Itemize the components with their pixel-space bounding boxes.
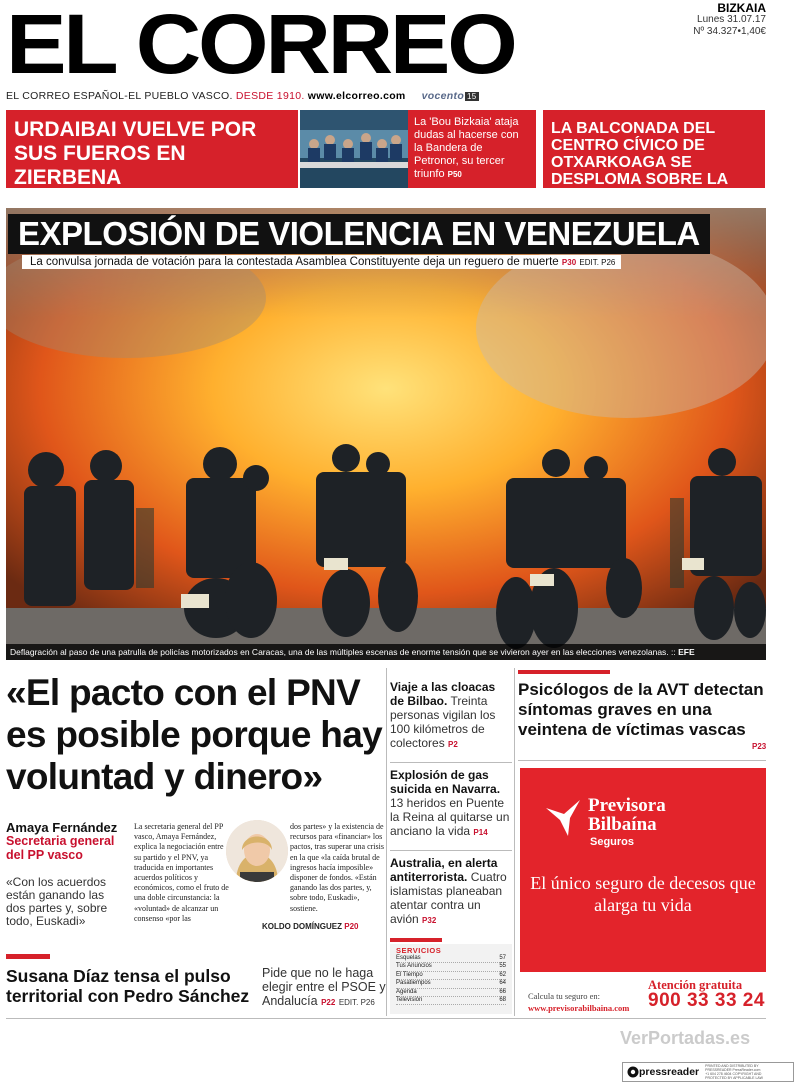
edition-region: BIZKAIA — [717, 1, 766, 15]
column-divider — [386, 668, 387, 1016]
service-name: Tus Anuncios — [396, 963, 432, 970]
byline-page: P20 — [344, 922, 359, 931]
right-divider — [518, 670, 610, 674]
byline-name: KOLDO DOMÍNGUEZ — [262, 922, 342, 931]
service-page: 68 — [499, 997, 506, 1004]
brief-australia[interactable] — [390, 856, 512, 928]
watermark: VerPortadas.es — [620, 1028, 751, 1048]
brief-page: P14 — [473, 828, 488, 837]
interview-byline — [262, 922, 358, 931]
teaser-otxarkoaga[interactable] — [543, 110, 765, 205]
explosion-photo-image — [6, 208, 766, 660]
right-story-page: P23 — [752, 742, 767, 751]
ad-brand-sub: Seguros — [590, 836, 635, 848]
teaser-otxarkoaga-text: LA BALCONADA DEL CENTRO CÍVICO DE OTXARKOAGA SE DESPLOMA SOBRE LA ACERA — [551, 120, 728, 205]
group-logo: vocento — [421, 90, 465, 102]
tagline-since: DESDE 1910. — [235, 90, 305, 102]
ad-call-label: Atención gratuita — [648, 978, 743, 992]
services-divider — [390, 938, 442, 942]
teaser-urdaibai[interactable]: URDAIBAI VUELVE POR SUS FUEROS EN ZIERBENA — [6, 110, 298, 188]
services-row[interactable] — [396, 997, 506, 1005]
ad-tagline: El único seguro de decesos que alarga tu vida — [530, 873, 756, 915]
right-story-headline[interactable]: Psicólogos de la AVT detectan síntomas graves en una veintena de víctimas vascas — [518, 680, 764, 739]
secondary-edit: EDIT. P26 — [338, 998, 375, 1007]
teaser-otxarkoaga-page: P4 — [611, 194, 622, 203]
pressreader-logo-icon — [627, 1066, 639, 1078]
interview-body-col1: La secretaria general del PP vasco, Amaya Fernández, explica la negociación entre su partido y el PNV, ya traducida en importantes acuerdos políticos y económicos, como el fruto de una doble circunstancia: la «voluntad» de alcanzar un consenso «por las — [134, 822, 229, 923]
lead-subhead — [22, 255, 621, 269]
services-title: SERVICIOS — [396, 946, 442, 955]
teaser-bou-bizkaia[interactable] — [408, 110, 536, 188]
teaser-bou-page: P50 — [447, 170, 462, 179]
brief-title: Viaje a las cloacas de Bilbao. — [390, 680, 496, 708]
edition-issue: Nº 34.327•1,40€ — [693, 26, 766, 37]
services-row[interactable] — [396, 980, 506, 988]
services-row[interactable] — [396, 972, 506, 980]
pressreader-fineprint: PRINTED AND DISTRIBUTED BY PRESSREADER PressReader.com +1 604 278 4604 COPYRIGHT AND PROTECTED BY APPLICABLE LAW — [705, 1064, 763, 1080]
ad-phone[interactable]: 900 33 33 24 — [648, 990, 765, 1011]
brief-cloacas[interactable] — [390, 680, 512, 752]
pressreader-label: pressreader — [639, 1066, 700, 1078]
tagline — [6, 90, 479, 102]
lead-credit: EFE — [678, 647, 695, 657]
brief-title: Australia, en alerta antiterrorista. — [390, 856, 498, 884]
lead-headline[interactable]: EXPLOSIÓN DE VIOLENCIA EN VENEZUELA — [8, 214, 710, 254]
lead-page: P30 — [561, 258, 577, 267]
ad-brand-line1: Previsora — [588, 795, 666, 816]
interview-body-col2: dos partes» y la existencia de recursos para «financiar» los pactos, tras superar una crisis en la que «la caída brutal de ingresos hacía imposible» disponer de fondos. «Están ganando las dos partes, y, sobre todo, Euskadi», sostiene. — [290, 822, 384, 913]
ad-brand-line2: Bilbaína — [588, 814, 657, 835]
services-row[interactable] — [396, 955, 506, 963]
column-divider — [514, 668, 515, 1016]
brief-page: P2 — [448, 740, 458, 749]
section-divider — [6, 954, 50, 959]
brief-text: Treinta personas vigilan los 100 kilómetros de colectores — [390, 694, 496, 750]
service-name: Esquelas — [396, 955, 421, 961]
secondary-page: P22 — [321, 998, 336, 1007]
teaser-bou-text: La 'Bou Bizkaia' ataja dudas al hacerse con la Bandera de Petronor, su tercer triunfo — [414, 116, 519, 180]
brief-text: Cuatro islamistas planeaban atentar contra un avión — [390, 870, 507, 926]
secondary-summary — [262, 966, 386, 1010]
service-name: Agenda — [396, 988, 417, 995]
service-page: 64 — [499, 980, 506, 987]
teaser-rowing-photo[interactable] — [300, 110, 408, 188]
lead-edit: EDIT. P26 — [579, 258, 616, 267]
brief-gas[interactable] — [390, 768, 512, 840]
interview-headline[interactable]: «El pacto con el PNV es posible porque hay voluntad y dinero» — [6, 672, 382, 797]
lead-caption-text: Deflagración al paso de una patrulla de policías motorizados en Caracas, una de las múltiples escenas de enorme tensión que se vivieron ayer en las elecciones venezolanas. :: — [10, 647, 676, 657]
service-page: 57 — [499, 955, 506, 961]
previsora-logo-icon — [544, 798, 584, 838]
edition-date: Lunes 31.07.17 — [697, 14, 766, 25]
group-badge-icon: 15 — [467, 92, 477, 101]
masthead — [6, 0, 794, 108]
ad-calc — [528, 990, 629, 1014]
brief-divider — [390, 762, 512, 763]
service-name: Pasatiempos — [396, 980, 431, 987]
page-bottom-rule — [6, 1018, 766, 1019]
services-row[interactable] — [396, 989, 506, 997]
right-divider-line — [518, 760, 766, 761]
secondary-headline[interactable]: Susana Díaz tensa el pulso territorial con Pedro Sánchez — [6, 966, 250, 1006]
edition-info — [693, 2, 766, 38]
service-name: El Tiempo — [396, 971, 423, 978]
ad-brand — [588, 796, 666, 834]
site-link[interactable]: www.elcorreo.com — [307, 90, 406, 102]
secondary-summary-text: Pide que no le haga elegir entre el PSOE y Andalucía — [262, 966, 386, 1008]
newspaper-logo[interactable]: EL CORREO — [6, 0, 515, 91]
brief-text: 13 heridos en Puente la Reina al quitarse un anciano la vida — [390, 796, 510, 838]
brief-title: Explosión de gas suicida en Navarra. — [390, 768, 501, 796]
service-page: 66 — [499, 988, 506, 995]
brief-divider — [390, 850, 512, 851]
service-name: Televisión — [396, 997, 423, 1004]
interview-pull-quote: «Con los acuerdos están ganando las dos partes y, sobre todo, Euskadi» — [6, 875, 108, 928]
rowing-photo-image — [300, 110, 408, 188]
services-row[interactable] — [396, 963, 506, 971]
author-portrait — [226, 820, 288, 882]
brief-page: P32 — [422, 916, 437, 925]
service-page: 55 — [499, 963, 506, 970]
portrait-image — [226, 820, 288, 882]
lead-subhead-text: La convulsa jornada de votación para la contestada Asamblea Constituyente deja un reguero de muerte — [30, 256, 559, 268]
previsora-ad[interactable] — [520, 768, 766, 972]
ad-calc-url[interactable]: www.previsorabilbaina.com — [528, 1003, 630, 1013]
pressreader-badge[interactable] — [622, 1062, 794, 1082]
interview-author: Amaya Fernández — [6, 820, 118, 835]
services-box — [390, 944, 512, 1014]
lead-photo[interactable] — [6, 208, 766, 660]
lead-caption — [6, 644, 766, 660]
service-page: 62 — [499, 971, 506, 978]
interview-role: Secretaria general del PP vasco — [6, 834, 115, 862]
tagline-text: EL CORREO ESPAÑOL-EL PUEBLO VASCO. — [6, 90, 233, 102]
ad-calc-label: Calcula tu seguro en: — [528, 991, 600, 1001]
